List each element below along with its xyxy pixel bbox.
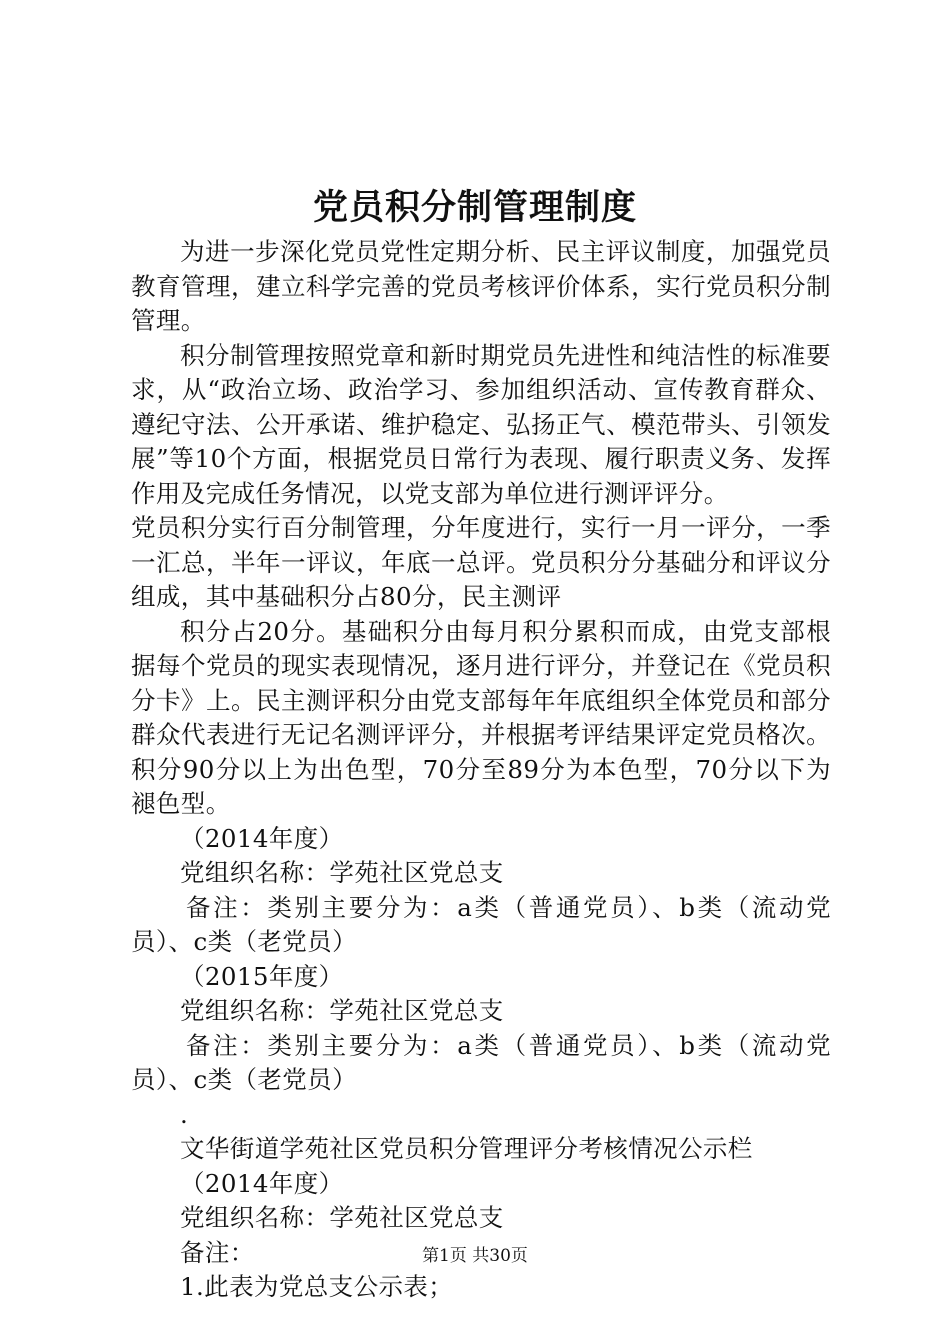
year-label-2014: （2014年度） [180, 1168, 344, 1198]
note-item-1: 1.此表为党总支公示表； [180, 1272, 454, 1301]
document-title: 党员积分制管理制度 [312, 187, 637, 228]
paragraph-intro: 为进一步深化党员党性定期分析、民主评议制度，加强党员教育管理，建立科学完善的党员考核评价体系，实行党员积分制管理。 [131, 237, 831, 335]
paragraph-scoring-detail: 积分占20分。基础积分由每月积分累积而成，由党支部根据每个党员的现实表现情况，逐月进行评分，并登记在《党员积分卡》上。民主测评积分由党支部每年年底组织全体党员和部分群众代表进行无记名测评评分，并根据考评结果评定党员格次。积分90分以上为出色型，70分至89分为本色型，70分以下为褪色型。 [131, 616, 831, 818]
document-body [131, 235, 831, 1305]
year-label-2015: （2015年度） [180, 961, 344, 991]
org-name-line: 党组织名称：学苑社区党总支 [180, 996, 504, 1025]
page-number: 第1页 共30页 [422, 1246, 528, 1266]
year-label-2014: （2014年度） [180, 823, 344, 853]
org-name-line: 党组织名称：学苑社区党总支 [180, 1203, 504, 1232]
category-note: 备注：类别主要分为：a类（普通党员）、b类（流动党员）、c类（老党员） [131, 892, 831, 956]
note-label: 备注： [180, 1237, 255, 1267]
org-name-line: 党组织名称：学苑社区党总支 [180, 858, 504, 887]
paragraph-standards: 积分制管理按照党章和新时期党员先进性和纯洁性的标准要求，从“政治立场、政治学习、参加组织活动、宣传教育群众、遵纪守法、公开承诺、维护稳定、弘扬正气、模范带头、引领发展”等10个方面，根据党员日常行为表现、履行职责义务、发挥作用及完成任务情况，以党支部为单位进行测评评分。 [131, 340, 831, 508]
bulletin-title: 文华街道学苑社区党员积分管理评分考核情况公示栏 [180, 1134, 753, 1163]
paragraph-scoring: 党员积分实行百分制管理，分年度进行，实行一月一评分，一季一汇总，半年一评议，年底一总评。党员积分分基础分和评议分组成，其中基础积分占80分，民主测评 [131, 513, 831, 611]
separator-dot: . [180, 1099, 189, 1129]
category-note: 备注：类别主要分为：a类（普通党员）、b类（流动党员）、c类（老党员） [131, 1030, 831, 1094]
